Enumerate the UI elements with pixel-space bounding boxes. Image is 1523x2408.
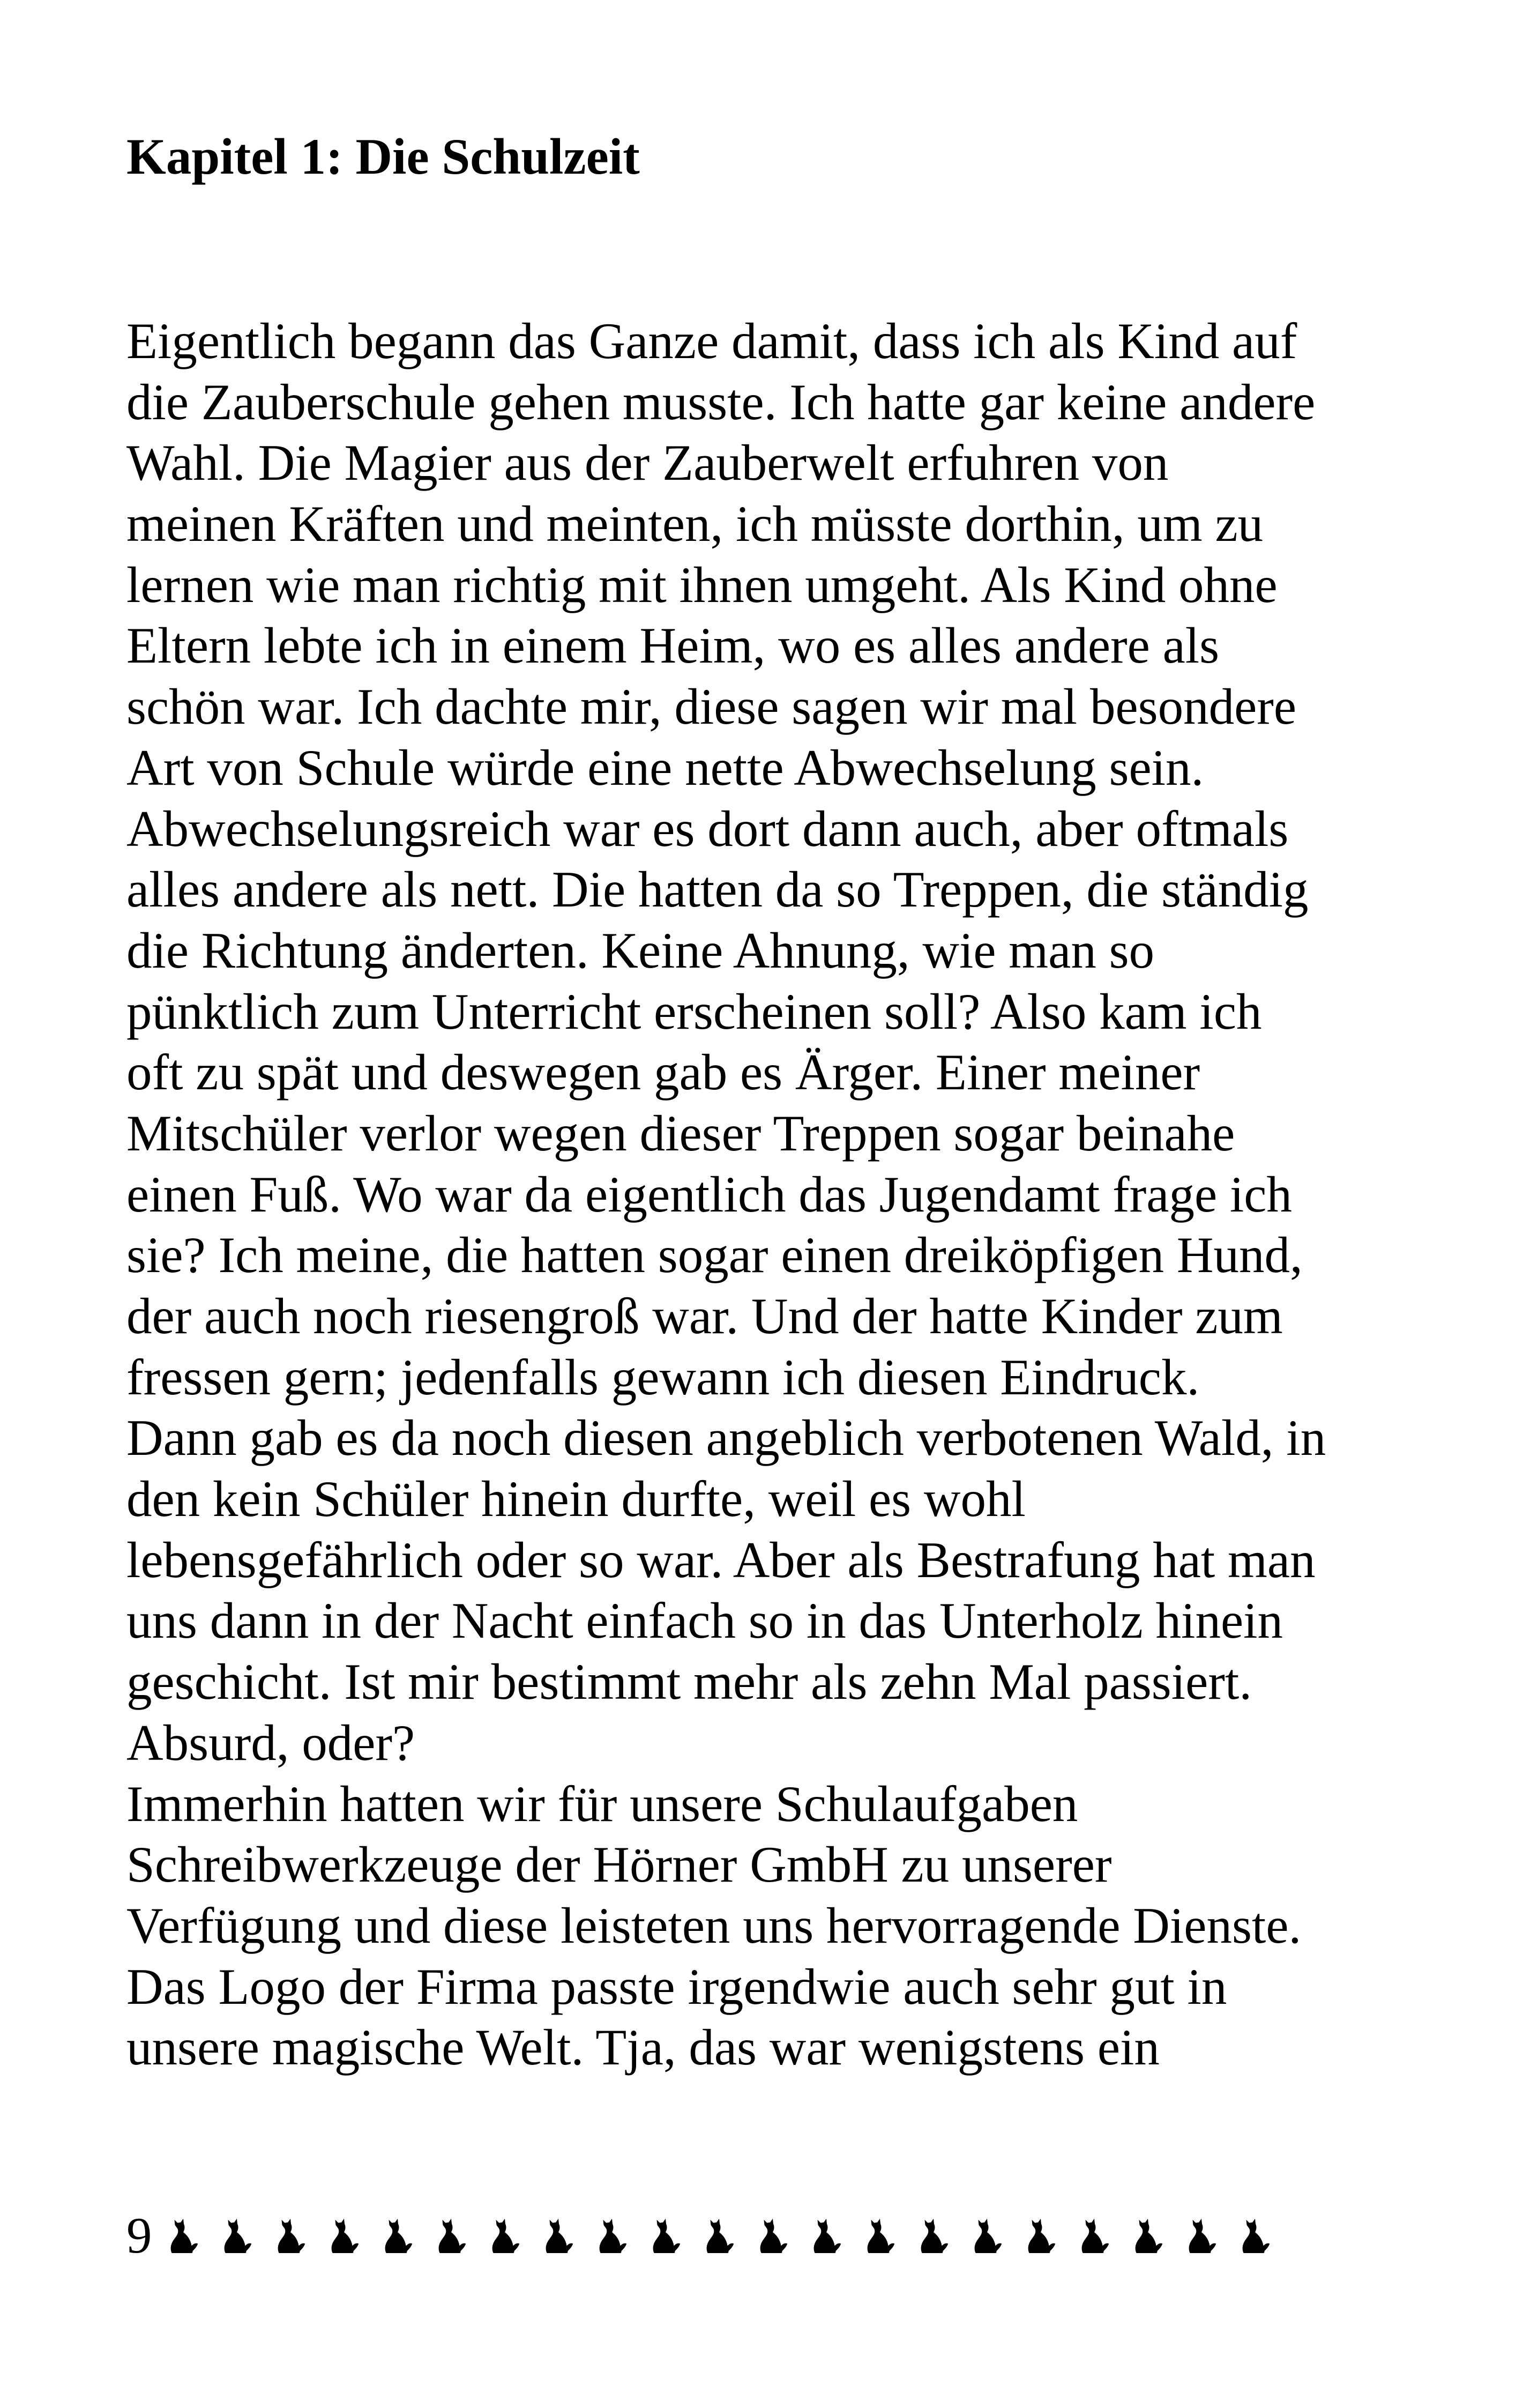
sitting-cat-icon xyxy=(756,2217,790,2254)
text-line: Art von Schule würde eine nette Abwechselung sein. xyxy=(126,739,1204,796)
text-line: der auch noch riesengroß war. Und der hatte Kinder zum xyxy=(126,1288,1283,1344)
text-line: lebensgefährlich oder so war. Aber als Bestrafung hat man xyxy=(126,1531,1316,1588)
sitting-cat-icon xyxy=(595,2217,630,2254)
text-line: die Richtung änderten. Keine Ahnung, wie man so xyxy=(126,921,1155,979)
sitting-cat-icon xyxy=(970,2217,1005,2254)
page-number: 9 xyxy=(126,2207,152,2264)
sitting-cat-icon xyxy=(1184,2217,1219,2254)
text-line: alles andere als nett. Die hatten da so Treppen, die ständig xyxy=(126,861,1309,918)
chapter-title: Kapitel 1: Die Schulzeit xyxy=(126,128,640,185)
sitting-cat-icon xyxy=(863,2217,898,2254)
text-line: geschicht. Ist mir bestimmt mehr als zehn Mal passiert. xyxy=(126,1653,1252,1711)
text-line: Eigentlich begann das Ganze damit, dass ich als Kind auf xyxy=(126,313,1297,369)
text-line: unsere magische Welt. Tja, das war wenigstens ein xyxy=(126,2019,1160,2076)
sitting-cat-icon xyxy=(541,2217,576,2254)
text-line: Wahl. Die Magier aus der Zauberwelt erfuhren von xyxy=(126,434,1169,492)
sitting-cat-icon xyxy=(166,2217,201,2254)
text-line: fressen gern; jedenfalls gewann ich diesen Eindruck. xyxy=(126,1348,1200,1406)
sitting-cat-icon xyxy=(916,2217,951,2254)
text-line: Absurd, oder? xyxy=(126,1714,415,1771)
text-line: Abwechselungsreich war es dort dann auch, aber oftmals xyxy=(126,800,1289,857)
sitting-cat-icon xyxy=(488,2217,522,2254)
text-line: Dann gab es da noch diesen angeblich verbotenen Wald, in xyxy=(126,1409,1326,1467)
sitting-cat-icon xyxy=(1238,2217,1273,2254)
sitting-cat-icon xyxy=(809,2217,844,2254)
text-line: Schreibwerkzeuge der Hörner GmbH zu unserer xyxy=(126,1836,1112,1893)
sitting-cat-icon xyxy=(220,2217,255,2254)
sitting-cat-icon xyxy=(1024,2217,1058,2254)
text-line: schön war. Ich dachte mir, diese sagen wir mal besondere xyxy=(126,678,1297,735)
sitting-cat-icon xyxy=(327,2217,362,2254)
body-text xyxy=(126,311,1434,2078)
text-line: Verfügung und diese leisteten uns hervorragende Dienste. xyxy=(126,1897,1302,1954)
text-line: uns dann in der Nacht einfach so in das Unterholz hinein xyxy=(126,1592,1283,1649)
sitting-cat-icon xyxy=(273,2217,308,2254)
text-line: meinen Kräften und meinten, ich müsste dorthin, um zu xyxy=(126,495,1264,553)
cat-ornament-row xyxy=(166,2217,1273,2254)
text-line: oft zu spät und deswegen gab es Ärger. Einer meiner xyxy=(126,1044,1200,1101)
text-line: Mitschüler verlor wegen dieser Treppen sogar beinahe xyxy=(126,1104,1235,1162)
sitting-cat-icon xyxy=(648,2217,683,2254)
text-line: Immerhin hatten wir für unsere Schulaufgaben xyxy=(126,1775,1078,1832)
sitting-cat-icon xyxy=(702,2217,737,2254)
sitting-cat-icon xyxy=(1131,2217,1166,2254)
sitting-cat-icon xyxy=(1077,2217,1112,2254)
text-line: sie? Ich meine, die hatten sogar einen dreiköpfigen Hund, xyxy=(126,1227,1303,1284)
page-footer xyxy=(126,2203,1273,2268)
text-line: die Zauberschule gehen musste. Ich hatte gar keine andere xyxy=(126,373,1316,430)
text-line: Das Logo der Firma passte irgendwie auch sehr gut in xyxy=(126,1958,1227,2015)
sitting-cat-icon xyxy=(380,2217,415,2254)
text-line: lernen wie man richtig mit ihnen umgeht. Als Kind ohne xyxy=(126,556,1278,613)
sitting-cat-icon xyxy=(434,2217,469,2254)
text-line: Eltern lebte ich in einem Heim, wo es alles andere als xyxy=(126,617,1220,674)
text-line: pünktlich zum Unterricht erscheinen soll? Also kam ich xyxy=(126,983,1262,1040)
text-line: einen Fuß. Wo war da eigentlich das Jugendamt frage ich xyxy=(126,1165,1292,1223)
text-line: den kein Schüler hinein durfte, weil es wohl xyxy=(126,1470,1026,1528)
